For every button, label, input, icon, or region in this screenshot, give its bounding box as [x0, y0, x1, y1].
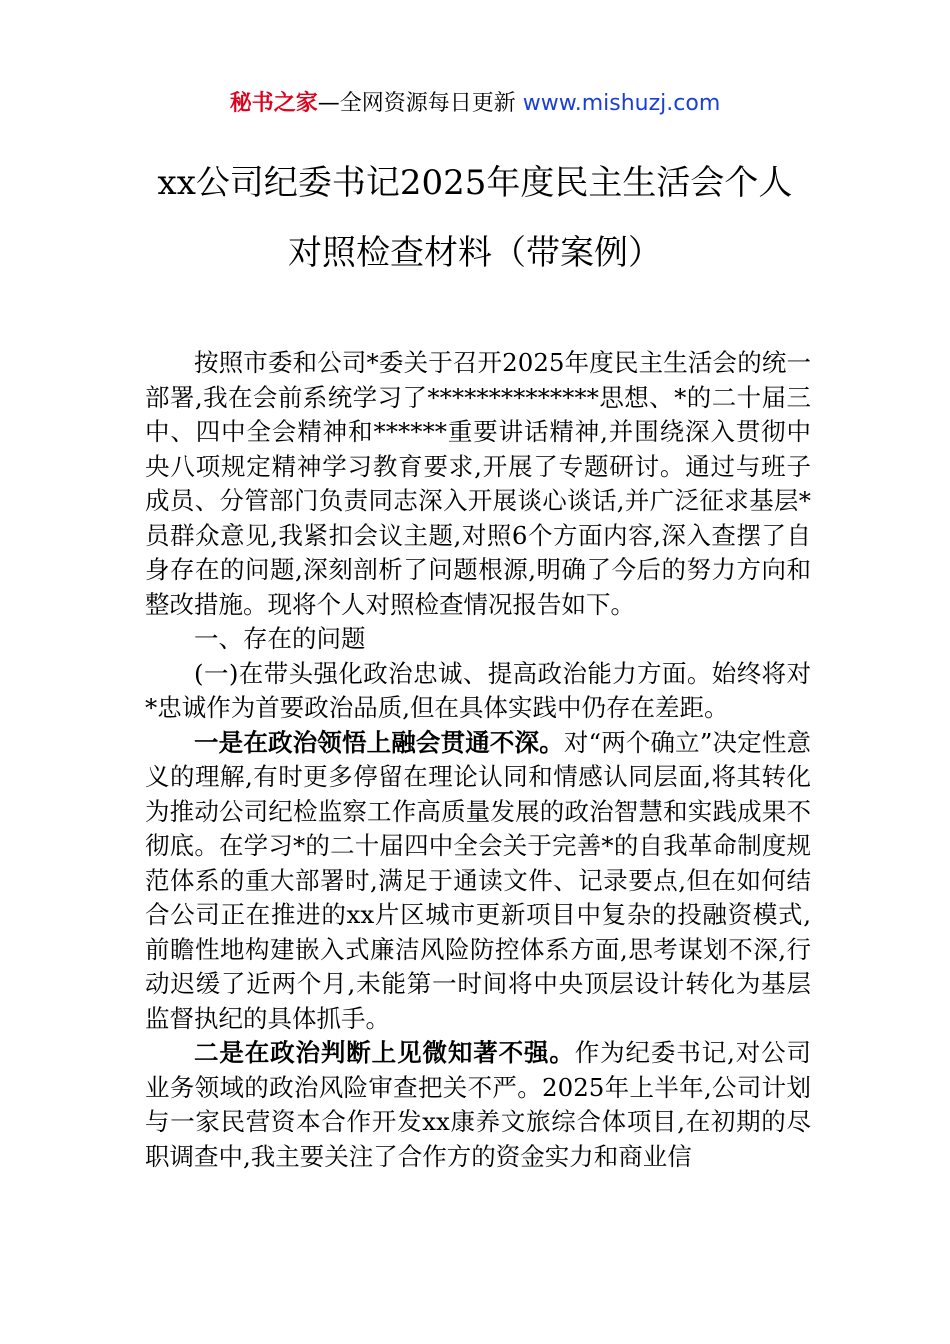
point-2-lead: 二是在政治判断上见微知著不强。	[194, 1038, 575, 1067]
header-tagline: —全网资源每日更新	[317, 91, 516, 116]
title-line-2: 对照检查材料（带案例）	[288, 233, 662, 273]
subsection-paragraph: (一)在带头强化政治忠诚、提高政治能力方面。始终将对*忠诚作为首要政治品质,但在具体实践中仍存在差距。	[145, 658, 811, 722]
document-body	[145, 346, 811, 1174]
brand-name: 秘书之家	[229, 91, 318, 116]
title-line-1: xx公司纪委书记2025年度民主生活会个人	[157, 163, 793, 203]
document-title	[60, 160, 890, 300]
point-2-text: 作为纪委书记,对公司业务领域的政治风险审查把关不严。2025年上半年,公司计划与一家民营资本合作开发xx康养文旅综合体项目,在初期的尽职调查中,我主要关注了合作方的资金实力和商业信	[145, 1038, 812, 1171]
point-1-text: 对“两个确立”决定性意义的理解,有时更多停留在理论认同和情感认同层面,将其转化为推动公司纪检监察工作高质量发展的政治智慧和实践成果不彻底。在学习*的二十届四中全会关于完善*的自我革命制度规范体系的重大部署时,满足于通读文件、记录要点,但在如何结合公司正在推进的xx片区城市更新项目中复杂的投融资模式,前瞻性地构建嵌入式廉洁风险防控体系方面,思考谋划不深,行动迟缓了近两个月,未能第一时间将中央顶层设计转化为基层监督执纪的具体抓手。	[145, 727, 811, 1033]
intro-paragraph: 按照市委和公司*委关于召开2025年度民主生活会的统一部署,我在会前系统学习了**************思想、*的二十届三中、四中全会精神和******重要讲话精神,并围绕深入贯彻中央八项规定精神学习教育要求,开展了专题研讨。通过与班子成员、分管部门负责同志深入开展谈心谈话,并广泛征求基层*员群众意见,我紧扣会议主题,对照6个方面内容,深入查摆了自身存在的问题,深刻剖析了问题根源,明确了今后的努力方向和整改措施。现将个人对照检查情况报告如下。	[145, 348, 811, 619]
point-paragraph-1	[145, 726, 811, 1037]
section-heading: 一、存在的问题	[194, 624, 366, 653]
site-url-link[interactable]: www.mishuzj.com	[522, 91, 721, 116]
point-1-lead: 一是在政治领悟上融会贯通不深。	[194, 727, 564, 757]
point-paragraph-2	[145, 1036, 811, 1174]
site-header	[0, 88, 950, 120]
